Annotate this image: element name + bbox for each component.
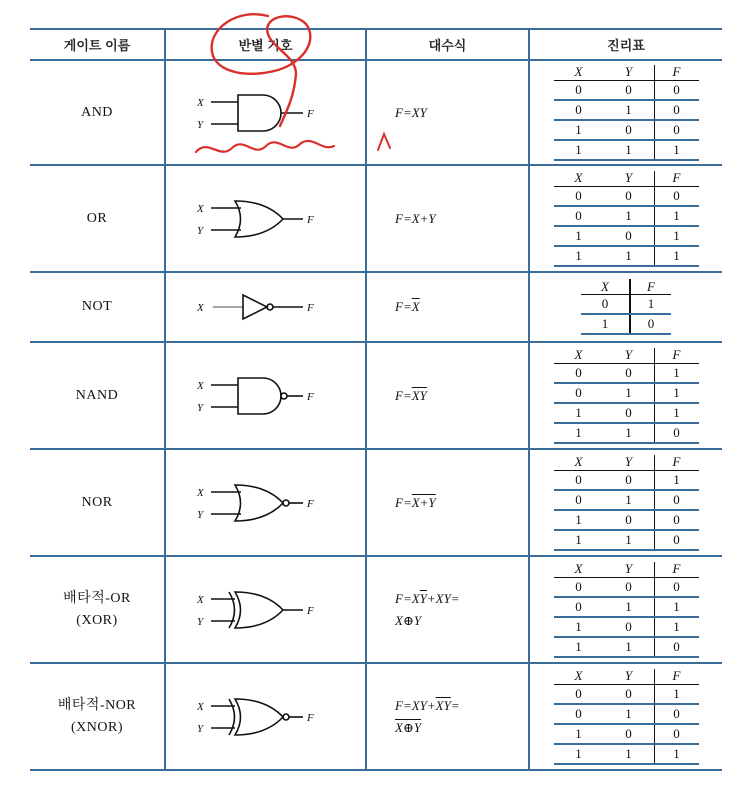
header-truth-table: 진리표 (529, 29, 722, 60)
expr-line-1 (395, 588, 528, 610)
gate-symbol-cell (165, 272, 366, 342)
table-row (581, 295, 671, 315)
table-row (554, 246, 699, 266)
table-row (554, 744, 699, 764)
tt-cell: 1 (654, 470, 699, 490)
expr-term: XY (411, 104, 427, 120)
tt-cell: 0 (654, 490, 699, 510)
nand-gate-icon (191, 366, 341, 426)
tt-cell: 0 (554, 597, 604, 617)
table-row (554, 470, 699, 490)
gate-name: 배타적-OR (63, 590, 131, 606)
truth-table (581, 279, 671, 335)
output-f-label: F (306, 390, 314, 403)
input-y-label: Y (196, 118, 203, 131)
truth-table-cell (529, 449, 722, 556)
header-gate-symbol: 반별 기호 (165, 29, 366, 60)
expr-term: X+Y (411, 210, 436, 226)
tt-cell: 1 (604, 744, 655, 764)
tt-cell: 0 (604, 617, 655, 637)
header-gate-name: 게이트 이름 (30, 29, 165, 60)
tt-cell: 1 (654, 226, 699, 246)
truth-table (554, 348, 699, 444)
tt-cell: 0 (604, 186, 655, 206)
tt-cell: 0 (604, 510, 655, 530)
expr-lhs: F= (395, 494, 412, 510)
gate-row-not (30, 272, 722, 342)
tt-cell: 0 (654, 637, 699, 657)
tt-cell: 0 (554, 490, 604, 510)
expression-cell (366, 663, 529, 770)
tt-header-y: Y (604, 455, 655, 471)
gate-name-cell (30, 342, 165, 449)
table-header-row (30, 29, 722, 60)
gate-row-or (30, 165, 722, 272)
expr-term: XY+ (411, 697, 436, 713)
tt-cell: 0 (554, 206, 604, 226)
expr-overlined-term: $\overline{XY}$ (411, 387, 427, 403)
gate-name: NOT (81, 299, 113, 314)
tt-cell: 0 (554, 186, 604, 206)
tt-cell: 1 (604, 490, 655, 510)
table-row (554, 597, 699, 617)
expr-term: X (411, 590, 420, 606)
gate-symbol-cell (165, 342, 366, 449)
input-x-label: X (196, 593, 204, 606)
tt-cell: 0 (554, 100, 604, 120)
tt-cell: 0 (654, 186, 699, 206)
tt-cell: 1 (654, 597, 699, 617)
expr-overlined-term: $\overline{Y}$ (419, 590, 427, 606)
truth-table-cell (529, 342, 722, 449)
table-row (554, 684, 699, 704)
expr-line-1 (395, 695, 528, 717)
tt-cell: 1 (554, 403, 604, 423)
tt-cell: 0 (554, 363, 604, 383)
tt-cell: 0 (604, 724, 655, 744)
output-f-label: F (306, 711, 314, 724)
logic-gate-table (30, 28, 722, 771)
expr-lhs: F= (395, 590, 412, 606)
tt-header-f: F (654, 171, 699, 187)
output-f-label: F (306, 107, 314, 120)
tt-cell: 1 (604, 637, 655, 657)
input-x-label: X (196, 700, 204, 713)
expression-cell (366, 449, 529, 556)
gate-symbol-cell (165, 165, 366, 272)
tt-cell: 1 (630, 295, 671, 315)
expression-cell (366, 342, 529, 449)
tt-cell: 0 (654, 510, 699, 530)
tt-cell: 0 (554, 80, 604, 100)
expr-overlined-term: $\overline{X}$ (411, 299, 420, 314)
table-row (554, 577, 699, 597)
input-x-label: X (196, 202, 204, 215)
tt-header-x: X (581, 279, 630, 295)
tt-cell: 0 (604, 470, 655, 490)
expression-cell (366, 272, 529, 342)
tt-cell: 1 (604, 597, 655, 617)
tt-header-x: X (554, 455, 604, 471)
tt-cell: 0 (554, 470, 604, 490)
truth-table-cell (529, 60, 722, 165)
expr-lhs: F= (395, 210, 412, 226)
truth-table (554, 455, 699, 551)
tt-header-x: X (554, 562, 604, 578)
table-row (554, 363, 699, 383)
tt-header-x: X (554, 171, 604, 187)
tt-cell: 0 (604, 120, 655, 140)
truth-table (554, 171, 699, 267)
tt-cell: 1 (554, 120, 604, 140)
tt-header-y: Y (604, 348, 655, 364)
tt-cell: 1 (554, 423, 604, 443)
input-y-label: Y (196, 224, 203, 237)
tt-cell: 1 (554, 246, 604, 266)
table-row (554, 140, 699, 160)
tt-cell: 0 (654, 100, 699, 120)
tt-cell: 0 (554, 684, 604, 704)
gate-symbol-cell (165, 663, 366, 770)
input-y-label: Y (196, 722, 203, 735)
output-f-label: F (306, 213, 314, 226)
tt-header-f: F (654, 65, 699, 81)
tt-cell: 1 (554, 510, 604, 530)
tt-cell: 0 (654, 704, 699, 724)
tt-cell: 1 (604, 383, 655, 403)
table-row (554, 510, 699, 530)
tt-cell: 1 (604, 704, 655, 724)
tt-header-y: Y (604, 65, 655, 81)
expr-lhs: F= (395, 104, 412, 120)
output-f-label: F (306, 497, 314, 510)
table-row (554, 80, 699, 100)
table-row (554, 383, 699, 403)
expr-line-2: X⊕Y (395, 719, 422, 735)
tt-header-x: X (554, 65, 604, 81)
table-row (554, 724, 699, 744)
tt-cell: 1 (654, 744, 699, 764)
expression-cell (366, 556, 529, 663)
table-row (554, 637, 699, 657)
gate-name: NOR (81, 494, 113, 510)
truth-table-cell (529, 272, 722, 342)
and-gate-icon (191, 83, 341, 143)
tt-header-x: X (554, 669, 604, 685)
tt-cell: 1 (554, 744, 604, 764)
nor-gate-icon (191, 473, 341, 533)
tt-header-f: F (630, 279, 671, 295)
tt-header-y: Y (604, 669, 655, 685)
tt-cell: 0 (604, 684, 655, 704)
tt-cell: 1 (604, 530, 655, 550)
gate-name-cell (30, 663, 165, 770)
expr-line-2: X⊕Y (395, 612, 422, 628)
gate-name-cell (30, 272, 165, 342)
expr-lhs: F= (395, 299, 412, 314)
tt-cell: 1 (654, 383, 699, 403)
tt-cell: 0 (604, 226, 655, 246)
tt-cell: 1 (654, 684, 699, 704)
gate-symbol-cell (165, 556, 366, 663)
tt-cell: 0 (604, 577, 655, 597)
expr-lhs: F= (395, 387, 412, 403)
gate-row-nand (30, 342, 722, 449)
table-row (554, 490, 699, 510)
tt-cell: 1 (654, 246, 699, 266)
table-row (554, 403, 699, 423)
tt-cell: 1 (604, 246, 655, 266)
expr-tail: +XY= (426, 590, 460, 606)
gate-name: 배타적-NOR (57, 697, 137, 713)
gate-row-xor (30, 556, 722, 663)
tt-cell: 0 (654, 577, 699, 597)
not-gate-icon (191, 287, 341, 327)
tt-cell: 1 (604, 206, 655, 226)
input-x-label: X (196, 379, 204, 392)
truth-table-cell (529, 165, 722, 272)
tt-cell: 1 (654, 617, 699, 637)
truth-table (554, 669, 699, 765)
tt-header-f: F (654, 455, 699, 471)
tt-cell: 1 (604, 140, 655, 160)
tt-cell: 1 (554, 140, 604, 160)
truth-table-cell (529, 556, 722, 663)
table-row (554, 206, 699, 226)
gate-name-cell (30, 556, 165, 663)
gate-row-nor (30, 449, 722, 556)
tt-cell: 1 (554, 530, 604, 550)
tt-cell: 0 (654, 120, 699, 140)
table-row (554, 704, 699, 724)
tt-cell: 0 (654, 724, 699, 744)
input-x-label: X (196, 486, 204, 499)
input-y-label: Y (196, 401, 203, 414)
gate-row-and (30, 60, 722, 165)
expression-cell (366, 60, 529, 165)
table-row (554, 530, 699, 550)
gate-name: AND (81, 104, 113, 120)
tt-cell: 1 (554, 637, 604, 657)
tt-cell: 0 (554, 383, 604, 403)
gate-name-abbrev: (XOR) (76, 612, 118, 628)
expr-tail: = (450, 697, 460, 713)
gate-name-cell (30, 60, 165, 165)
tt-header-f: F (654, 348, 699, 364)
tt-cell: 1 (604, 423, 655, 443)
truth-table (554, 65, 699, 161)
gate-symbol-cell (165, 60, 366, 165)
tt-header-y: Y (604, 562, 655, 578)
table-row (554, 100, 699, 120)
tt-cell: 0 (654, 423, 699, 443)
expression-cell (366, 165, 529, 272)
tt-header-f: F (654, 669, 699, 685)
tt-cell: 1 (581, 314, 630, 334)
gate-name-cell (30, 165, 165, 272)
table-row (554, 186, 699, 206)
table-row (554, 423, 699, 443)
expr-overlined-term: $\overline{XY}$ (435, 697, 451, 713)
logic-gate-table-page (30, 28, 716, 771)
truth-table-cell (529, 663, 722, 770)
output-f-label: F (306, 302, 314, 314)
gate-symbol-cell (165, 449, 366, 556)
tt-cell: 0 (630, 314, 671, 334)
gate-row-xnor (30, 663, 722, 770)
tt-cell: 1 (554, 226, 604, 246)
tt-cell: 1 (554, 724, 604, 744)
tt-header-f: F (654, 562, 699, 578)
gate-name: OR (86, 210, 108, 226)
truth-table (554, 562, 699, 658)
tt-cell: 1 (604, 100, 655, 120)
tt-cell: 1 (654, 363, 699, 383)
table-row (554, 226, 699, 246)
gate-name-cell (30, 449, 165, 556)
tt-cell: 0 (554, 577, 604, 597)
tt-header-y: Y (604, 171, 655, 187)
tt-cell: 0 (654, 80, 699, 100)
tt-cell: 1 (654, 403, 699, 423)
xnor-gate-icon (191, 687, 341, 747)
tt-cell: 0 (554, 704, 604, 724)
gate-name-abbrev: (XNOR) (71, 719, 123, 735)
tt-cell: 0 (654, 530, 699, 550)
tt-cell: 1 (654, 140, 699, 160)
table-row (554, 617, 699, 637)
input-x-label: X (196, 302, 204, 314)
tt-cell: 0 (604, 80, 655, 100)
table-row (554, 120, 699, 140)
tt-cell: 1 (654, 206, 699, 226)
header-algebraic-expression: 대수식 (366, 29, 529, 60)
expr-overlined-term: X+Y (411, 494, 436, 510)
tt-cell: 0 (604, 403, 655, 423)
tt-header-x: X (554, 348, 604, 364)
input-y-label: Y (196, 615, 203, 628)
tt-cell: 0 (581, 295, 630, 315)
output-f-label: F (306, 604, 314, 617)
table-row (581, 314, 671, 334)
tt-cell: 0 (604, 363, 655, 383)
xor-gate-icon (191, 580, 341, 640)
input-x-label: X (196, 96, 204, 109)
expr-lhs: F= (395, 697, 412, 713)
input-y-label: Y (196, 508, 203, 521)
gate-name: NAND (75, 387, 119, 403)
tt-cell: 1 (554, 617, 604, 637)
or-gate-icon (191, 189, 341, 249)
